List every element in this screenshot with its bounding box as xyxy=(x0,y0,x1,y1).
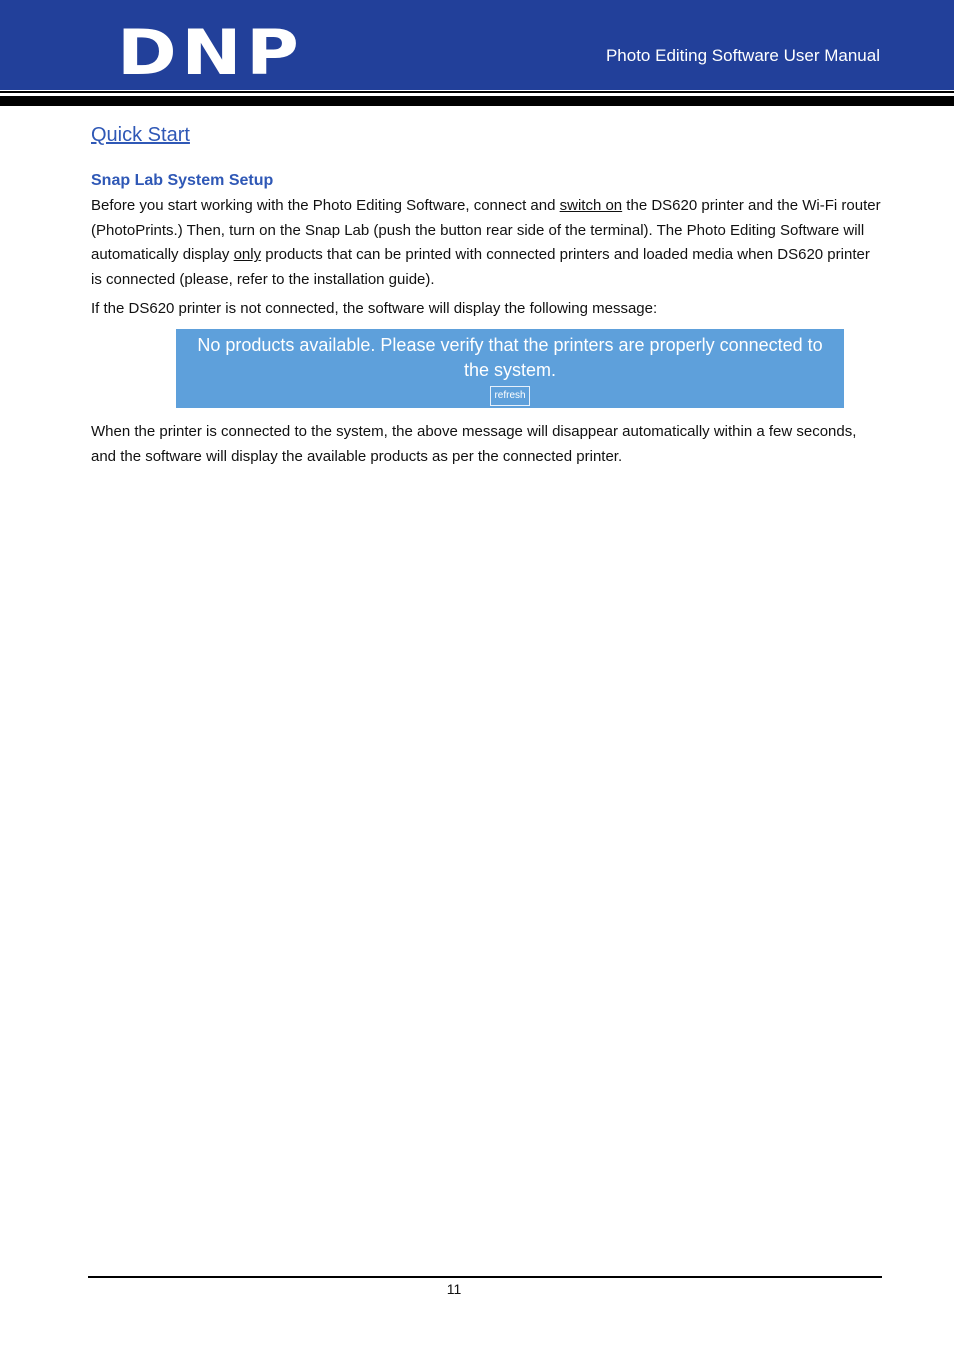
setup-text-1: Before you start working with the Photo Editing Software, connect and xyxy=(91,197,560,214)
subsection-heading: Snap Lab System Setup xyxy=(91,172,274,189)
dnp-logo: DNP xyxy=(117,16,304,89)
connected-paragraph: When the printer is connected to the system, the above message will disappear automatically within a few seconds, and the software will display the available products as per the connected printer. xyxy=(91,423,857,465)
refresh-button[interactable]: refresh xyxy=(490,386,530,406)
setup-paragraph xyxy=(91,194,881,293)
no-products-message-box xyxy=(176,329,844,408)
switch-on-emphasis: switch on xyxy=(559,197,623,214)
not-connected-paragraph: If the DS620 printer is not connected, the software will display the following message: xyxy=(91,299,658,317)
page-content xyxy=(91,120,881,321)
header-band xyxy=(0,0,954,90)
setup-text-3: products that can be printed with connected printers and loaded media when DS620 printer is connected (please, refer to the installation guide). xyxy=(91,246,870,289)
header-rule-thick xyxy=(0,96,954,106)
setup-text-2: the DS620 printer and the Wi-Fi router (PhotoPrints.) Then, turn on the Snap Lab (push the button rear side of the terminal). The Photo Editing Software will automatically display xyxy=(91,197,881,264)
header-rule-thin xyxy=(0,91,954,93)
document-title: Photo Editing Software User Manual xyxy=(605,46,880,65)
no-products-message: No products available. Please verify that the printers are properly connected to the system. xyxy=(197,335,823,380)
footer-rule xyxy=(88,1276,882,1278)
page-number: 11 xyxy=(446,1281,462,1297)
only-emphasis: only xyxy=(233,246,262,264)
section-heading: Quick Start xyxy=(91,124,190,146)
